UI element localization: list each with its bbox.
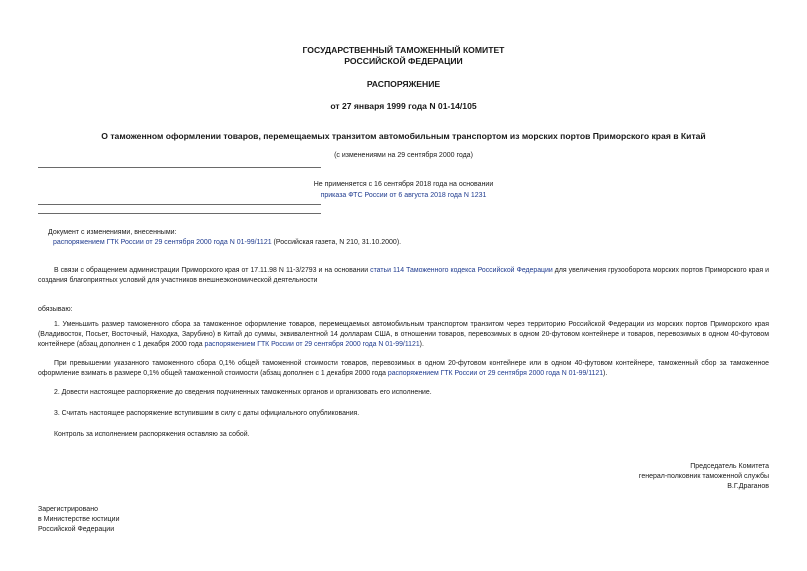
intro-text-a: В связи с обращением администрации Приморского края от 17.11.98 N 11-3/2793 и на основании xyxy=(54,267,371,274)
item-1-paragraph xyxy=(38,320,769,350)
signature-position: Председатель Комитета xyxy=(690,463,769,470)
control-paragraph: Контроль за исполнением распоряжения оставляю за собой. xyxy=(54,431,250,438)
item-3-paragraph: 3. Считать настоящее распоряжение вступившим в силу с даты официального опубликования. xyxy=(54,410,360,417)
intro-paragraph xyxy=(38,266,769,286)
changes-line xyxy=(53,238,401,248)
agency-name-line1: ГОСУДАРСТВЕННЫЙ ТАМОЖЕННЫЙ КОМИТЕТ xyxy=(302,45,505,55)
status-order-link[interactable]: приказа ФТС России от 6 августа 2018 года N 1231 xyxy=(320,192,487,199)
obligate-text: обязываю: xyxy=(38,306,73,313)
item-1-text-b: ). xyxy=(419,341,424,348)
item-1-text-a: 1. Уменьшить размер таможенного сбора за таможенное оформление товаров, перемещаемых автомобильным транспортом транзитом через территорию Российской Федерации из морских портов Приморского края (Владивосток, Посьет, Восточный, Находка, Зарубино) в Китай до суммы, эквивалентной 14 долларам США, в отношении товаров, перевозимых в одном 20-футовом контейнере и товаров, перевозимых в одном 40-футовом контейнере (абзац дополнен с 1 декабря 2000 года xyxy=(38,321,769,348)
agency-name-line2: РОССИЙСКОЙ ФЕДЕРАЦИИ xyxy=(344,56,463,66)
status-text: Не применяется с 16 сентября 2018 года на основании xyxy=(313,181,494,188)
registration-line3: Российской Федерации xyxy=(38,526,115,533)
signature-rank: генерал-полковник таможенной службы xyxy=(638,473,769,480)
item-1b-amendment-link[interactable]: распоряжением ГТК России от 29 сентября 2000 года N 01-99/1121 xyxy=(387,370,604,377)
signature-name: В.Г.Драганов xyxy=(727,483,769,490)
item-1b-text-a: При превышении указанного таможенного сбора 0,1% общей таможенной стоимости товаров, перевозимых в одном 20-футовом контейнере или в одном 40-футовом контейнере, таможенный сбор за таможенное оформление взимать в размере 0,1% общей таможенной стоимости (абзац дополнен с 1 декабря 2000 года xyxy=(38,360,769,377)
document-date-number: от 27 января 1999 года N 01-14/105 xyxy=(330,101,477,111)
amendments-note: (с изменениями на 29 сентября 2000 года) xyxy=(334,152,473,159)
status-line2 xyxy=(0,191,807,201)
signature-block xyxy=(639,462,769,492)
registration-line2: в Министерстве юстиции xyxy=(38,516,120,523)
changes-link[interactable]: распоряжением ГТК России от 29 сентября 2000 года N 01-99/1121 xyxy=(53,239,272,246)
intro-text-b: для увеличения грузооборота морских портов Приморского края и создания благоприятных условий для участников внешнеэкономической деятельности xyxy=(38,267,770,284)
registration-line1: Зарегистрировано xyxy=(38,506,98,513)
divider xyxy=(38,213,321,214)
registration-block xyxy=(38,505,119,535)
item-2-paragraph: 2. Довести настоящее распоряжение до сведения подчиненных таможенных органов и организовать его исполнение. xyxy=(54,389,432,396)
divider xyxy=(38,167,321,168)
divider xyxy=(38,204,321,205)
changes-label: Документ с изменениями, внесенными: xyxy=(48,229,177,236)
customs-code-link[interactable]: статьи 114 Таможенного кодекса Российской Федерации xyxy=(370,267,553,274)
changes-source: (Российская газета, N 210, 31.10.2000). xyxy=(271,239,402,246)
document-title: О таможенном оформлении товаров, перемещаемых транзитом автомобильным транспортом из морских портов Приморского края в Китай xyxy=(101,131,706,141)
item-1b-text-b: ). xyxy=(603,370,608,377)
item-1b-paragraph xyxy=(38,359,769,379)
item-1-amendment-link[interactable]: распоряжением ГТК России от 29 сентября 2000 года N 01-99/1121 xyxy=(204,341,420,348)
document-type: РАСПОРЯЖЕНИЕ xyxy=(366,79,441,89)
